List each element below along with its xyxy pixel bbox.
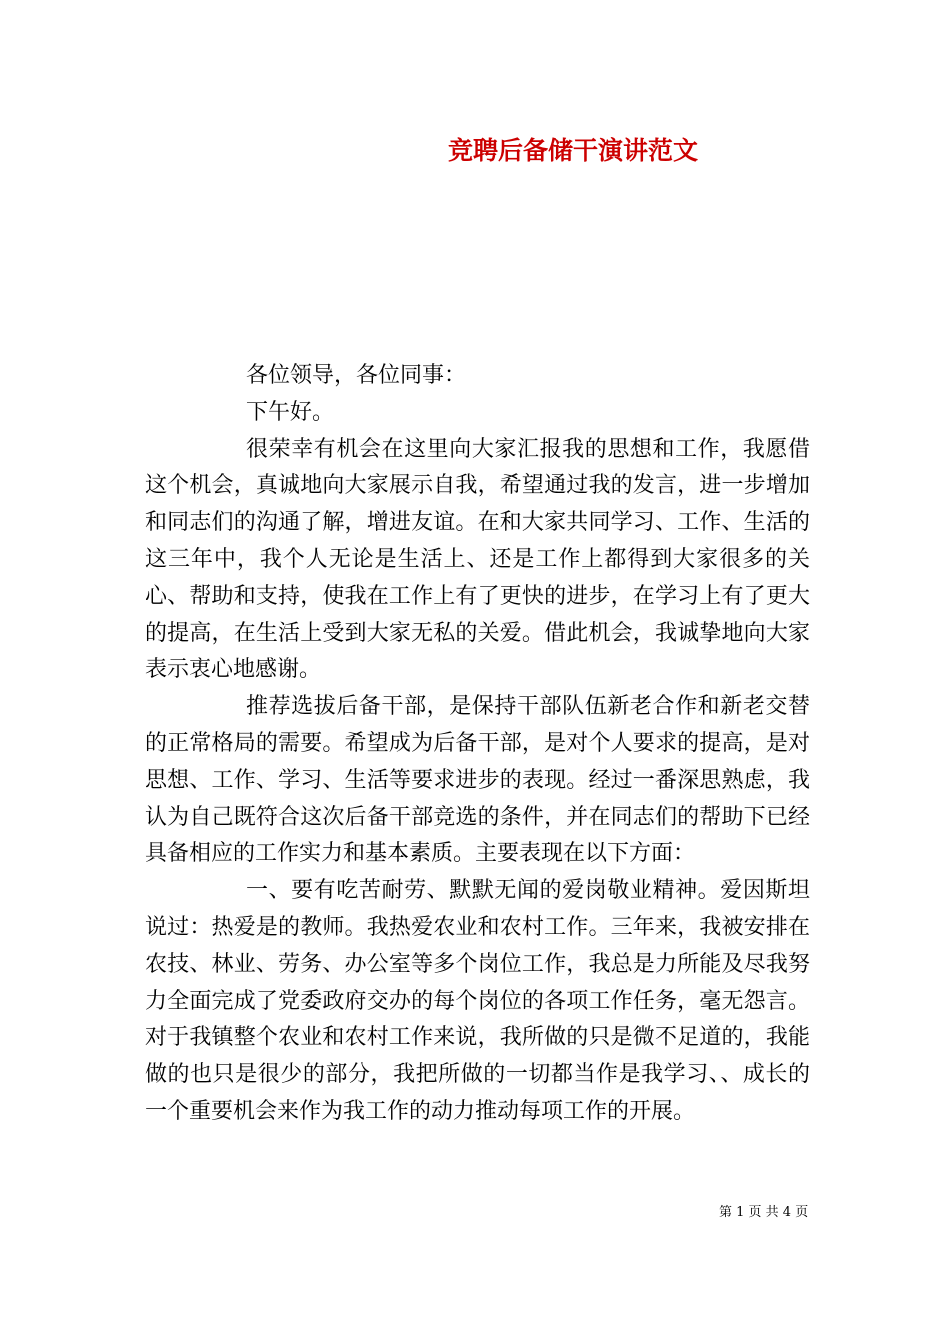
document-title: 竞聘后备储干演讲范文 xyxy=(448,136,699,165)
body-paragraph: 一、要有吃苦耐劳、默默无闻的爱岗敬业精神。爱因斯坦说过：热爱是的教师。我热爱农业和农村工作。三年来，我被安排在农技、林业、劳务、办公室等多个岗位工作，我总是力所能及尽我努力全面完成了党委政府交办的每个岗位的各项工作任务，毫无怨言。对于我镇整个农业和农村工作来说，我所做的只是微不足道的，我能做的也只是很少的部分，我把所做的一切都当作是我学习、、成长的一个重要机会来作为我工作的动力推动每项工作的开展。 xyxy=(145,878,810,1124)
salutation: 各位领导，各位同事： xyxy=(246,363,467,388)
greeting: 下午好。 xyxy=(246,399,335,425)
page-number: 第 1 页 共 4 页 xyxy=(719,1205,809,1220)
body-paragraph: 推荐选拔后备干部，是保持干部队伍新老合作和新老交替的正常格局的需要。希望成为后备干部，是对个人要求的提高，是对思想、工作、学习、生活等要求进步的表现。经过一番深思熟虑，我认为自己既符合这次后备干部竞选的条件，并在同志们的帮助下已经具备相应的工作实力和基本素质。主要表现在以下方面： xyxy=(145,694,810,867)
body-paragraph: 很荣幸有机会在这里向大家汇报我的思想和工作，我愿借这个机会，真诚地向大家展示自我，希望通过我的发言，进一步增加和同志们的沟通了解，增进友谊。在和大家共同学习、工作、生活的这三年中，我个人无论是生活上、还是工作上都得到大家很多的关心、帮助和支持，使我在工作上有了更快的进步，在学习上有了更大的提高，在生活上受到大家无私的关爱。借此机会，我诚挚地向大家表示衷心地感谢。 xyxy=(145,436,810,683)
document-body xyxy=(145,358,810,1131)
